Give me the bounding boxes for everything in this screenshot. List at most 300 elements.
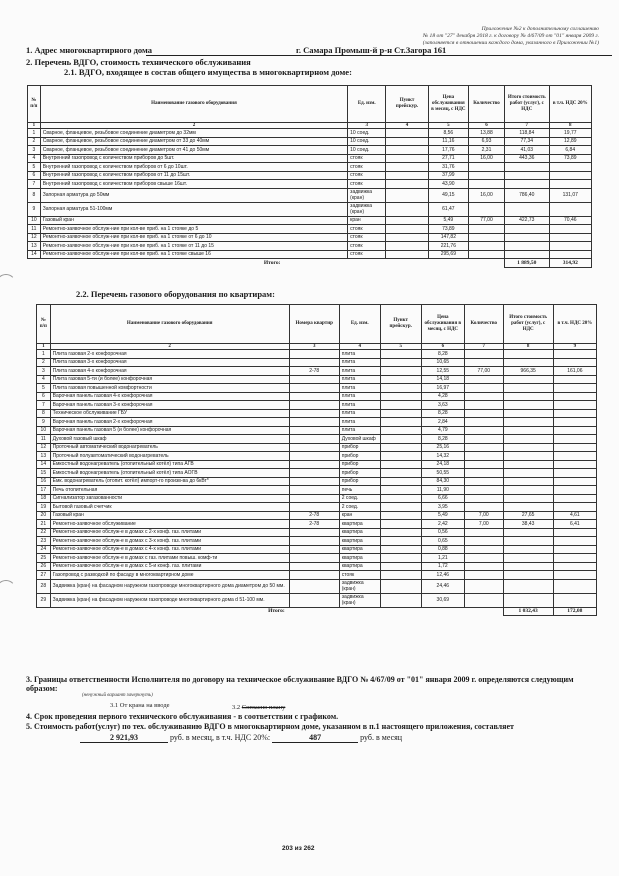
address-label: 1. Адрес многоквартирного дома — [26, 45, 152, 55]
unit: Духовой шкаф — [339, 435, 380, 444]
quantity — [464, 418, 503, 427]
vat-amount — [553, 392, 596, 401]
vat-amount — [553, 579, 596, 593]
vat-amount: 19,77 — [549, 129, 591, 138]
apartment-numbers — [289, 358, 339, 367]
row-number: 26 — [37, 562, 51, 571]
option-3-2-number: 3.2 — [232, 704, 241, 711]
total-cost — [503, 401, 553, 410]
quantity — [464, 375, 503, 384]
quantity — [464, 452, 503, 461]
table-row — [37, 384, 597, 393]
price-list-item — [380, 460, 421, 469]
unit: кран — [348, 216, 386, 225]
unit: плита — [339, 418, 380, 427]
monthly-price: 6,66 — [421, 494, 464, 503]
monthly-price: 14,18 — [421, 375, 464, 384]
total-cost: 966,35 — [503, 367, 553, 376]
option-3-2-struck-text: Согласно плану — [241, 704, 286, 711]
total-cost — [503, 537, 553, 546]
equipment-name: Сварное, фланцевое, резьбовое соединение диаметром до 32мм — [40, 129, 347, 138]
price-list-item — [386, 129, 428, 138]
vat-amount — [549, 242, 591, 251]
price-list-item — [380, 593, 421, 607]
total-cost — [503, 384, 553, 393]
monthly-price: 0,65 — [421, 537, 464, 546]
quantity: 16,00 — [468, 188, 504, 202]
row-number: 9 — [37, 418, 51, 427]
address-underline — [146, 55, 612, 56]
total-cost — [503, 375, 553, 384]
row-number: 2 — [28, 137, 41, 146]
equipment-name: Газовый кран — [40, 216, 347, 225]
equipment-name: Газовый кран — [50, 511, 289, 520]
monthly-price: 14,32 — [421, 452, 464, 461]
row-number: 29 — [37, 593, 51, 607]
total-cost: 1 889,50 — [505, 259, 550, 268]
section21-title: 2.1. ВДГО, входящее в состав общего имущества в многоквартирном доме: — [64, 67, 352, 77]
apartment-numbers — [289, 503, 339, 512]
vat-amount — [553, 401, 596, 410]
vat-amount: 6,41 — [553, 520, 596, 529]
apartment-numbers: 2-78 — [289, 511, 339, 520]
row-number: 1 — [37, 350, 51, 359]
unit: стояк — [348, 171, 386, 180]
price-list-item — [386, 137, 428, 146]
total-cost — [503, 494, 553, 503]
address-value: г. Самара Промыш-й р-н Ст.Загора 161 — [296, 45, 447, 55]
table-row — [37, 392, 597, 401]
equipment-name: Запорная арматура до 50мм — [40, 188, 347, 202]
price-list-item — [380, 367, 421, 376]
table-row — [28, 250, 592, 259]
price-list-item — [380, 579, 421, 593]
unit: прибор — [339, 469, 380, 478]
monthly-price: 8,28 — [421, 435, 464, 444]
table-row — [28, 154, 592, 163]
equipment-name: Ремонтно-заявочное обслуж-ние при кол-ве приб. на 1 стояке от 11 до 15 — [40, 242, 347, 251]
unit: стояк — [348, 154, 386, 163]
quantity: 77,00 — [468, 216, 504, 225]
col-index: 2 — [40, 123, 347, 129]
unit: стояк — [348, 163, 386, 172]
row-number: 28 — [37, 579, 51, 593]
table-row — [37, 554, 597, 563]
vat-amount: 4,61 — [553, 511, 596, 520]
apartment-numbers — [289, 562, 339, 571]
vat-amount — [553, 486, 596, 495]
table-header-row — [28, 86, 592, 123]
price-list-item — [380, 469, 421, 478]
total-cost — [505, 225, 550, 234]
row-number: 5 — [37, 384, 51, 393]
row-number: 18 — [37, 494, 51, 503]
quantity — [464, 426, 503, 435]
monthly-price: 4,28 — [421, 392, 464, 401]
quantity — [464, 435, 503, 444]
monthly-price: 12,46 — [421, 571, 464, 580]
unit: плита — [339, 409, 380, 418]
table-row — [28, 233, 592, 242]
vat-amount — [549, 163, 591, 172]
equipment-name: Внутренний газопровод с количеством приборов до 5шт. — [40, 154, 347, 163]
col-header-qty: Количество — [464, 305, 503, 344]
row-number: 7 — [37, 401, 51, 410]
vat-amount — [553, 528, 596, 537]
monthly-price: 27,71 — [428, 154, 468, 163]
table-row — [28, 129, 592, 138]
apartment-numbers — [289, 409, 339, 418]
col-header-total: Итого стоимость работ (услуг), с НДС — [503, 305, 553, 344]
col-index: 2 — [50, 344, 289, 350]
col-header-name: Наименование газового оборудования — [40, 86, 347, 123]
unit: кран — [339, 511, 380, 520]
total-cost — [503, 460, 553, 469]
col-index: 6 — [468, 123, 504, 129]
unit: 10 соед. — [348, 146, 386, 155]
table-row — [37, 375, 597, 384]
unit: задвижка (кран) — [339, 579, 380, 593]
table-row — [37, 452, 597, 461]
price-list-item — [380, 571, 421, 580]
vat-amount: 70,46 — [549, 216, 591, 225]
vat-amount — [553, 571, 596, 580]
unit: плита — [339, 350, 380, 359]
price-list-item — [380, 392, 421, 401]
unit: плита — [339, 367, 380, 376]
row-number: 12 — [37, 443, 51, 452]
total-cost: 422,73 — [505, 216, 550, 225]
price-list-item — [386, 171, 428, 180]
equipment-name: Техническое обслуживание ГБУ — [50, 409, 289, 418]
apartment-numbers — [289, 528, 339, 537]
row-number: 6 — [37, 392, 51, 401]
unit: 2 соед. — [339, 503, 380, 512]
col-header-punkt: Пункт прейскур. — [386, 86, 428, 123]
section3-note: (ненужный вариант зачеркнуть) — [82, 693, 153, 698]
price-list-item — [380, 537, 421, 546]
vat-amount — [553, 452, 596, 461]
col-index: 8 — [549, 123, 591, 129]
vat-amount — [553, 350, 596, 359]
vat-amount — [549, 202, 591, 216]
total-cost — [503, 528, 553, 537]
monthly-price: 3,63 — [421, 401, 464, 410]
quantity — [464, 537, 503, 546]
quantity: 7,00 — [464, 520, 503, 529]
apartment-numbers — [289, 392, 339, 401]
price-list-item — [380, 486, 421, 495]
vat-amount — [553, 375, 596, 384]
col-index: 7 — [505, 123, 550, 129]
monthly-price: 31,76 — [428, 163, 468, 172]
quantity — [464, 554, 503, 563]
total-vat: 314,92 — [549, 259, 591, 268]
monthly-cost-value: 2 921,93 — [80, 733, 168, 743]
apartment-numbers — [289, 460, 339, 469]
equipment-name: Плита газовая повышенной комфортности — [50, 384, 289, 393]
unit: 10 соед. — [348, 129, 386, 138]
equipment-name: Ремонтно-заявочное обслуж-е в домах с 3-х конф. газ. плитами — [50, 537, 289, 546]
monthly-price: 50,55 — [421, 469, 464, 478]
total-cost — [503, 554, 553, 563]
punch-hole-mark — [0, 580, 16, 600]
table-row — [37, 443, 597, 452]
col-index: 4 — [339, 344, 380, 350]
vat-amount — [553, 593, 596, 607]
quantity — [464, 545, 503, 554]
vat-amount — [553, 418, 596, 427]
table-total-row — [37, 607, 597, 616]
table-row — [28, 171, 592, 180]
unit: стояк — [348, 180, 386, 189]
quantity — [468, 250, 504, 259]
monthly-price: 73,89 — [428, 225, 468, 234]
total-cost — [503, 503, 553, 512]
quantity — [464, 392, 503, 401]
row-number: 5 — [28, 163, 41, 172]
row-number: 11 — [28, 225, 41, 234]
quantity — [464, 528, 503, 537]
total-cost — [503, 545, 553, 554]
vat-amount: 73,89 — [549, 154, 591, 163]
price-list-item — [386, 233, 428, 242]
row-number: 14 — [37, 460, 51, 469]
common-equipment-table — [27, 85, 592, 268]
apartment-numbers — [289, 494, 339, 503]
total-cost — [503, 562, 553, 571]
apartment-numbers — [289, 537, 339, 546]
price-list-item — [380, 375, 421, 384]
vat-amount — [553, 494, 596, 503]
per-month-label: руб. в месяц — [360, 733, 403, 742]
row-number: 1 — [28, 129, 41, 138]
row-number: 25 — [37, 554, 51, 563]
col-header-number: № п/п — [37, 305, 51, 344]
apartment-numbers: 2-78 — [289, 520, 339, 529]
table-row — [37, 358, 597, 367]
table-row — [37, 593, 597, 607]
row-number: 3 — [37, 367, 51, 376]
cost-summary-line — [80, 733, 619, 743]
quantity: 6,93 — [468, 137, 504, 146]
equipment-name: Ремонтно-заявочное обслуж-ние при кол-ве приб. на 1 стояке до 5 — [40, 225, 347, 234]
vat-amount — [553, 409, 596, 418]
equipment-name: Емкостный водонагреватель (отопительный котёл) типа АГВ — [50, 460, 289, 469]
price-list-item — [380, 562, 421, 571]
monthly-vat-value: 487 — [272, 733, 358, 743]
monthly-price: 3,95 — [421, 503, 464, 512]
total-cost — [505, 163, 550, 172]
col-header-vat: в т.ч. НДС 20% — [549, 86, 591, 123]
section2-title: 2. Перечень ВДГО, стоимость технического обслуживания — [26, 57, 251, 67]
table-row — [37, 579, 597, 593]
monthly-price: 24,18 — [421, 460, 464, 469]
equipment-name: Плита газовая 3-х конфорочная — [50, 358, 289, 367]
table-row — [37, 486, 597, 495]
total-cost — [503, 392, 553, 401]
unit: стояк — [348, 225, 386, 234]
total-cost — [505, 242, 550, 251]
monthly-price: 5,49 — [428, 216, 468, 225]
price-list-item — [386, 146, 428, 155]
col-index: 8 — [503, 344, 553, 350]
row-number: 24 — [37, 545, 51, 554]
total-cost — [503, 469, 553, 478]
col-index: 1 — [28, 123, 41, 129]
row-number: 11 — [37, 435, 51, 444]
total-cost — [503, 418, 553, 427]
apartment-numbers — [289, 579, 339, 593]
apartment-numbers — [289, 435, 339, 444]
address-line — [26, 45, 612, 55]
price-list-item — [380, 350, 421, 359]
quantity: 77,00 — [464, 367, 503, 376]
price-list-item — [386, 202, 428, 216]
equipment-name: Газопровод с разводкой по фасаду в многоквартирном доме — [50, 571, 289, 580]
apartment-numbers — [289, 426, 339, 435]
col-header-unit: Ед. изм. — [339, 305, 380, 344]
quantity — [464, 503, 503, 512]
total-cost — [503, 426, 553, 435]
price-list-item — [380, 384, 421, 393]
table-row — [37, 435, 597, 444]
table-row — [28, 188, 592, 202]
equipment-name: Внутренний газопровод с количеством приборов от 11 до 15шт. — [40, 171, 347, 180]
col-header-qty: Количество — [468, 86, 504, 123]
unit: плита — [339, 392, 380, 401]
vat-amount: 6,84 — [549, 146, 591, 155]
apartment-numbers — [289, 384, 339, 393]
table-row — [37, 401, 597, 410]
unit: стояк — [348, 242, 386, 251]
table-row — [28, 163, 592, 172]
total-cost: 1 032,43 — [503, 607, 553, 616]
equipment-name: Ремонтно-заявочное обслуж-ние при кол-ве приб. на 1 стояке свыше 16 — [40, 250, 347, 259]
row-number: 7 — [28, 180, 41, 189]
quantity — [464, 593, 503, 607]
vat-amount — [553, 435, 596, 444]
quantity — [468, 202, 504, 216]
total-vat: 172,08 — [553, 607, 596, 616]
total-cost: 38,43 — [503, 520, 553, 529]
equipment-name: Духовой газовый шкаф — [50, 435, 289, 444]
price-list-item — [380, 443, 421, 452]
total-label: Итого: — [263, 259, 281, 266]
section4-text: 4. Срок проведения первого технического обслуживания - в соответствии с графиком. — [26, 712, 339, 721]
total-cost: 786,40 — [505, 188, 550, 202]
monthly-price: 0,56 — [421, 528, 464, 537]
monthly-price: 8,56 — [428, 129, 468, 138]
monthly-price: 2,42 — [421, 520, 464, 529]
row-number: 27 — [37, 571, 51, 580]
total-cost — [503, 443, 553, 452]
monthly-price: 295,69 — [428, 250, 468, 259]
unit: прибор — [339, 460, 380, 469]
monthly-price: 61,47 — [428, 202, 468, 216]
vat-amount: 131,07 — [549, 188, 591, 202]
table-row — [37, 418, 597, 427]
monthly-price: 8,28 — [421, 350, 464, 359]
table-row — [37, 477, 597, 486]
price-list-item — [380, 426, 421, 435]
price-list-item — [380, 452, 421, 461]
unit: прибор — [339, 443, 380, 452]
table-total-row — [28, 259, 592, 268]
quantity — [464, 494, 503, 503]
section22-title: 2.2. Перечень газового оборудования по квартирам: — [76, 289, 275, 299]
total-cost — [505, 180, 550, 189]
equipment-name: Ремонтно-заявочное обслуж-е в домах с 4-х конф. газ. плитами — [50, 545, 289, 554]
option-3-1: 3.1 От крана на вводе — [110, 702, 170, 709]
monthly-price: 43,90 — [428, 180, 468, 189]
quantity — [468, 163, 504, 172]
col-index: 1 — [37, 344, 51, 350]
price-list-item — [380, 409, 421, 418]
col-index: 6 — [421, 344, 464, 350]
monthly-price: 11,90 — [421, 486, 464, 495]
price-list-item — [380, 520, 421, 529]
monthly-price: 84,30 — [421, 477, 464, 486]
apartment-numbers — [289, 350, 339, 359]
unit: стояк — [348, 233, 386, 242]
table-row — [28, 216, 592, 225]
equipment-name: Ремонтно-заявочное обслуживание — [50, 520, 289, 529]
total-cost — [503, 593, 553, 607]
table-row — [37, 503, 597, 512]
punch-hole-mark — [0, 274, 16, 294]
monthly-price: 17,76 — [428, 146, 468, 155]
total-cost — [505, 171, 550, 180]
quantity — [464, 443, 503, 452]
apartment-numbers — [289, 593, 339, 607]
equipment-name: Сварное, фланцевое, резьбовое соединение диаметром от 33 до 40мм — [40, 137, 347, 146]
unit: прибор — [339, 452, 380, 461]
quantity — [464, 477, 503, 486]
quantity — [468, 225, 504, 234]
monthly-price: 2,84 — [421, 418, 464, 427]
total-cost — [505, 233, 550, 242]
total-cost: 118,84 — [505, 129, 550, 138]
col-index: 5 — [428, 123, 468, 129]
unit: задвижка (кран) — [348, 202, 386, 216]
monthly-price: 12,55 — [421, 367, 464, 376]
apartment-numbers — [289, 477, 339, 486]
unit: квартира — [339, 537, 380, 546]
equipment-name: Проточный автоматический водонагреватель — [50, 443, 289, 452]
row-number: 4 — [37, 375, 51, 384]
quantity — [464, 460, 503, 469]
unit: задвижка (кран) — [348, 188, 386, 202]
row-number: 12 — [28, 233, 41, 242]
quantity — [468, 242, 504, 251]
row-number: 8 — [37, 409, 51, 418]
total-cost — [503, 477, 553, 486]
equipment-name: Запорная арматура 51-100мм — [40, 202, 347, 216]
vat-amount — [553, 562, 596, 571]
total-cost: 41,03 — [505, 146, 550, 155]
vat-amount — [549, 233, 591, 242]
row-number: 17 — [37, 486, 51, 495]
equipment-name: Внутренний газопровод с количеством приборов от 6 до 10шт. — [40, 163, 347, 172]
price-list-item — [380, 401, 421, 410]
col-index: 3 — [289, 344, 339, 350]
row-number: 8 — [28, 188, 41, 202]
row-number: 15 — [37, 469, 51, 478]
unit: плита — [339, 375, 380, 384]
table-row — [28, 146, 592, 155]
col-header-apartments: Номера квартир — [289, 305, 339, 344]
